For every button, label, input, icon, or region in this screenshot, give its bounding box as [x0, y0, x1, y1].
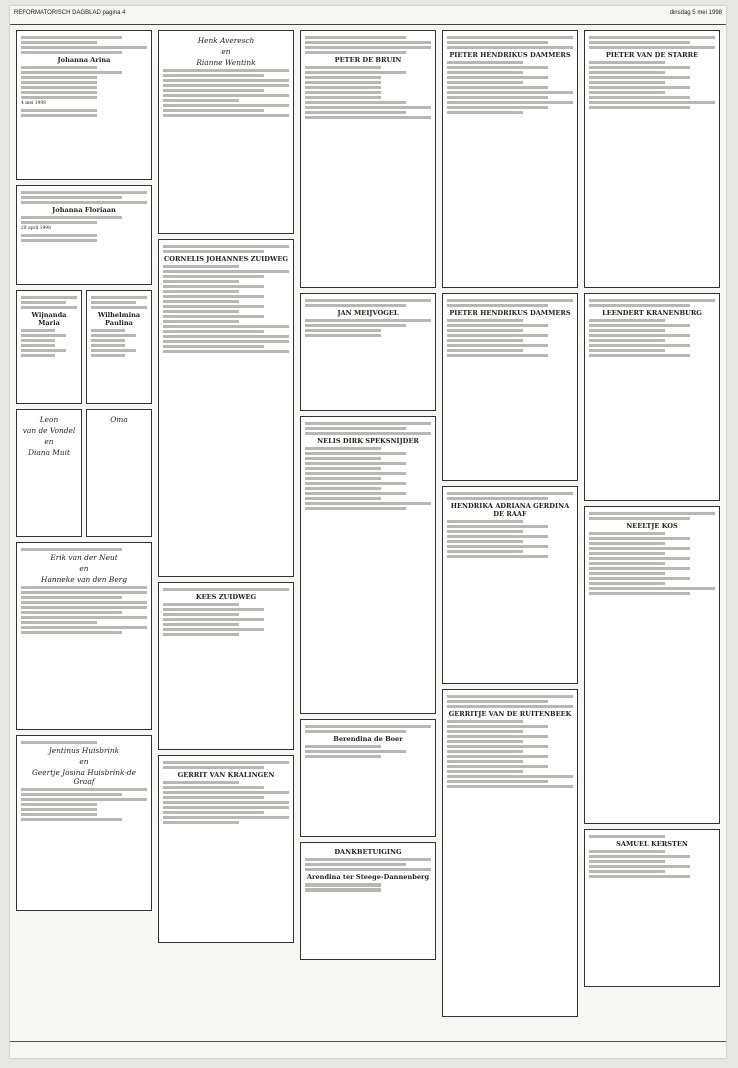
birth-notice-wijnanda [16, 290, 82, 404]
notice-name: GERRITJE VAN DE RUITENBEEK [448, 709, 572, 718]
notice-name: GERRIT VAN KRALINGEN [177, 770, 275, 779]
death-notice-peter [300, 30, 436, 288]
notice-name: Erik van der Neut [50, 552, 118, 562]
death-notice-samuel [584, 829, 720, 987]
notice-name: Wijnanda Maria [31, 310, 67, 327]
death-notice-berendina [300, 719, 436, 837]
anniversary-notice-jentinus [16, 735, 152, 911]
column-2 [158, 30, 294, 948]
birth-pair [16, 290, 152, 409]
death-notice-leendert [584, 293, 720, 501]
column-1 [16, 30, 152, 916]
birth-notice-wilhelmina [86, 290, 152, 404]
wedding-notice-erik [16, 542, 152, 730]
notice-name: van de Vondel [22, 426, 76, 435]
notice-name: Wilhelmina Paulina [97, 310, 141, 327]
notice-heading: DANKBETUIGING [334, 848, 402, 856]
notice-name: Geertje Josina Huisbrink-de Graaf [32, 767, 136, 786]
death-notice-pieter-2 [442, 293, 578, 481]
notice-name: JAN MEIJVOGEL [337, 308, 399, 317]
death-notice-jan [300, 293, 436, 411]
header-right: dinsdag 5 mei 1998 [669, 10, 722, 16]
notice-name: Rianne Wentink [196, 58, 256, 67]
notice-name: PIETER VAN DE STARRE [605, 50, 699, 59]
death-notice-pieter-1 [442, 30, 578, 288]
birth-notice-florian [16, 185, 152, 285]
notice-name: en [221, 47, 231, 56]
death-notice-kees [158, 582, 294, 750]
notice-name: Henk Averesch [197, 36, 255, 45]
newspaper-page [10, 6, 726, 1058]
death-notice-pieter-starre [584, 30, 720, 288]
notice-name: PETER DE BRUIN [334, 55, 402, 64]
thanks-notice-arendina [300, 842, 436, 960]
wedding-pair [16, 409, 152, 542]
notice-name: Berendina de Boer [333, 734, 403, 743]
death-notice-cornelis [158, 239, 294, 577]
notice-name: NEELTJE KOS [626, 521, 678, 530]
notice-name: Leon [39, 415, 59, 424]
notice-name: en [79, 756, 89, 766]
notice-date: 4 mei 1998 [21, 101, 46, 107]
birth-notice-johanna [16, 30, 152, 180]
death-notice-gerritje [442, 689, 578, 1017]
wedding-notice-henk [158, 30, 294, 234]
notice-name: Oma [110, 415, 128, 424]
notice-name: Jentinus Huisbrink [48, 745, 120, 755]
notice-name: PIETER HENDRIKUS DAMMERS [449, 50, 571, 59]
page-header [10, 6, 726, 25]
wedding-notice-leon [16, 409, 82, 537]
death-notice-nelis [300, 416, 436, 714]
notice-name: PIETER HENDRIKUS DAMMERS [449, 308, 571, 317]
notice-name: LEENDERT KRANENBURG [602, 308, 702, 317]
notice-name: SAMUEL KERSTEN [616, 839, 688, 848]
notice-name: Johanna Floriaan [52, 205, 116, 214]
death-notice-hendrika [442, 486, 578, 684]
notice-name: HENDRIKA ADRIANA GERDINA DE RAAF [450, 501, 570, 518]
notice-name: NELIS DIRK SPEKSNIJDER [317, 436, 419, 445]
notice-oma [86, 409, 152, 537]
notice-name: KEES ZUIDWEG [195, 592, 257, 601]
column-5 [584, 30, 720, 992]
notice-name: Arendina ter Steege-Dannenberg [306, 873, 430, 882]
column-4 [442, 30, 578, 1022]
column-3 [300, 30, 436, 965]
header-left: REFORMATORISCH DAGBLAD pagina 4 [14, 10, 126, 16]
notice-name: en [44, 437, 54, 446]
page-footer [10, 1041, 726, 1058]
notice-name: CORNELIS JOHANNES ZUIDWEG [163, 254, 289, 263]
notice-name: Johanna Arina [57, 55, 111, 64]
notice-name: Diana Muit [28, 448, 70, 457]
death-notice-neeltje [584, 506, 720, 824]
notice-name: Hanneke van den Berg [41, 574, 127, 584]
notice-name: en [79, 563, 89, 573]
notice-date: 29 april 1998 [21, 226, 51, 232]
death-notice-gerrit [158, 755, 294, 943]
